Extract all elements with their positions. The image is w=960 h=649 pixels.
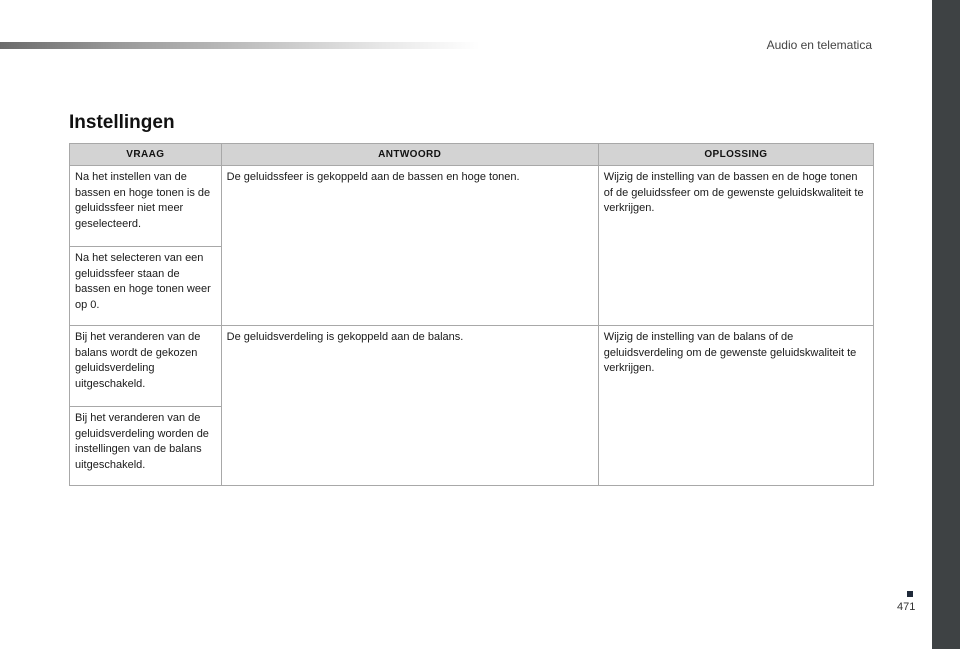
table-header-row bbox=[70, 144, 874, 166]
section-title: Audio en telematica bbox=[766, 38, 872, 52]
question-cell: Bij het veranderen van de balans wordt de gekozen geluidsverdeling uitgeschakeld. bbox=[70, 326, 222, 407]
table-row bbox=[70, 326, 874, 407]
table-row bbox=[70, 166, 874, 247]
page-marker-icon bbox=[907, 591, 913, 597]
question-cell: Bij het veranderen van de geluidsverdeling worden de instellingen van de balans uitgeschakeld. bbox=[70, 407, 222, 486]
column-header-solution: OPLOSSING bbox=[598, 144, 873, 166]
question-cell: Na het instellen van de bassen en hoge tonen is de geluidssfeer niet meer geselecteerd. bbox=[70, 166, 222, 247]
troubleshooting-table bbox=[69, 143, 874, 486]
column-header-answer: ANTWOORD bbox=[221, 144, 598, 166]
page-number: 471 bbox=[897, 601, 916, 613]
question-cell: Na het selecteren van een geluidssfeer staan de bassen en hoge tonen weer op 0. bbox=[70, 247, 222, 326]
answer-cell: De geluidsverdeling is gekoppeld aan de balans. bbox=[221, 326, 598, 486]
header-gradient-bar bbox=[0, 42, 480, 49]
page-title: Instellingen bbox=[69, 112, 175, 133]
side-tab-strip bbox=[932, 0, 960, 649]
answer-cell: De geluidssfeer is gekoppeld aan de bassen en hoge tonen. bbox=[221, 166, 598, 326]
solution-cell: Wijzig de instelling van de balans of de geluidsverdeling om de gewenste geluidskwaliteit te verkrijgen. bbox=[598, 326, 873, 486]
column-header-question: VRAAG bbox=[70, 144, 222, 166]
solution-cell: Wijzig de instelling van de bassen en de hoge tonen of de geluidssfeer om de gewenste geluidskwaliteit te verkrijgen. bbox=[598, 166, 873, 326]
